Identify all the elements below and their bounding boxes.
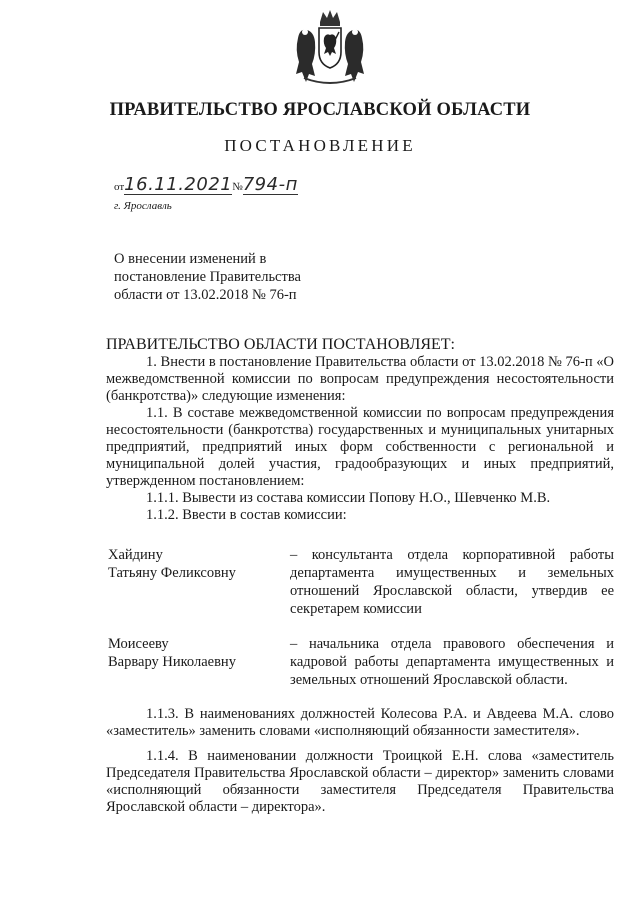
subject-line: О внесении изменений в	[114, 251, 267, 267]
organization-title: ПРАВИТЕЛЬСТВО ЯРОСЛАВСКОЙ ОБЛАСТИ	[109, 100, 531, 120]
number-label: №	[232, 181, 243, 193]
document-type: ПОСТАНОВЛЕНИЕ	[224, 136, 416, 155]
person-given-names: Варвару Николаевну	[108, 654, 236, 670]
person-name	[108, 546, 278, 582]
document-subject	[114, 250, 354, 304]
clause-1: 1. Внести в постановление Правительства области от 13.02.2018 № 76-п «О межведомственной комиссии по вопросам предупреждения несостоятельности (банкротства)» следующие изменения:	[106, 354, 614, 404]
yaroslavl-coat-of-arms-icon	[290, 8, 370, 88]
person-position: – консультанта отдела корпоративной работы департамента имущественных и земельных отношений Ярославской области, утвердив ее секретарем комиссии	[290, 547, 614, 617]
person-surname: Хайдину	[108, 547, 163, 563]
resolution-lead: ПРАВИТЕЛЬСТВО ОБЛАСТИ ПОСТАНОВЛЯЕТ:	[106, 336, 455, 353]
person-position: – начальника отдела правового обеспечения и кадровой работы департамента имущественных и земельных отношений Ярославской области.	[290, 636, 614, 688]
clause-1-1-4: 1.1.4. В наименовании должности Троицкой Е.Н. слова «заместитель Председателя Правительства Ярославской области – директор» заменить словами «исполняющий обязанности заместителя Председателя Правительства Ярославской области – директора».	[106, 748, 614, 815]
clause-1-1-2: 1.1.2. Ввести в состав комиссии:	[146, 507, 347, 523]
subject-line: области от 13.02.2018 № 76-п	[114, 287, 297, 303]
document-number: 794-п	[242, 174, 298, 195]
document-date: 16.11.2021	[124, 174, 233, 195]
person-given-names: Татьяну Феликсовну	[108, 565, 236, 581]
clause-1-1-1: 1.1.1. Вывести из состава комиссии Попову Н.О., Шевченко М.В.	[146, 490, 551, 506]
document-body-continued	[106, 706, 614, 824]
city: г. Ярославль	[114, 200, 172, 212]
clause-1-1: 1.1. В составе межведомственной комиссии по вопросам предупреждения несостоятельности (банкротства) государственных и муниципальных унитарных предприятий, предприятий иных форм собственности с региональной и муниципальной долей участия, градообразующих и иных предприятий, утвержденном постановлением:	[106, 405, 614, 489]
subject-line: постановление Правительства	[114, 269, 301, 285]
person-name	[108, 635, 278, 671]
person-surname: Моисееву	[108, 636, 169, 652]
date-number-line	[114, 176, 298, 195]
from-label: от	[114, 181, 125, 193]
document-body	[106, 336, 614, 524]
clause-1-1-3: 1.1.3. В наименованиях должностей Колесова Р.А. и Авдеева М.А. слово «заместитель» заменить словами «исполняющий обязанности заместителя».	[106, 706, 614, 739]
